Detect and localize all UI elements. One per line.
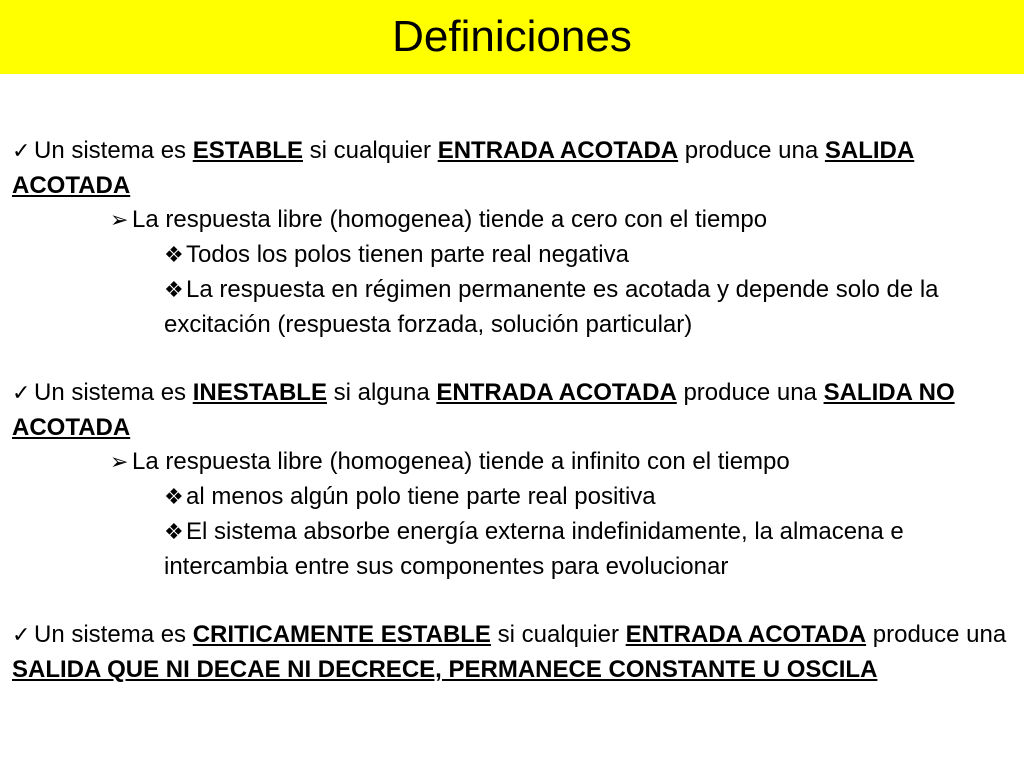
unstable-energy	[12, 515, 1016, 550]
definition-unstable	[12, 376, 1016, 411]
keyword-bounded-input: ENTRADA ACOTADA	[625, 621, 867, 648]
keyword-stable: ESTABLE	[192, 137, 303, 164]
keyword-unstable: INESTABLE	[192, 379, 327, 406]
text: La respuesta libre (homogenea) tiende a cero con el tiempo	[132, 206, 768, 233]
unstable-energy-cont	[12, 550, 1016, 584]
keyword-output-not: SALIDA NO	[823, 379, 955, 406]
stable-free-response	[12, 203, 1016, 238]
text: produce una	[678, 137, 825, 164]
checkmark-icon: ✓	[12, 139, 31, 164]
stable-poles	[12, 238, 1016, 273]
unstable-free-response	[12, 445, 1016, 480]
keyword-bounded-input: ENTRADA ACOTADA	[436, 379, 677, 406]
slide-title: Definiciones	[392, 12, 632, 61]
stable-steady-state	[12, 273, 1016, 308]
arrow-bullet-icon: ➢	[110, 208, 129, 233]
diamond-bullet-icon: ❖	[164, 243, 184, 268]
keyword-bounded: ACOTADA	[12, 414, 131, 441]
text: produce una	[676, 379, 824, 406]
text: si cualquier	[302, 137, 438, 164]
definition-critically-stable-cont	[12, 653, 1016, 687]
text: produce una	[866, 621, 1007, 648]
slide-content	[12, 134, 1016, 687]
keyword-output: SALIDA	[824, 137, 915, 164]
text: excitación (respuesta forzada, solución particular)	[164, 311, 693, 338]
definition-unstable-cont	[12, 411, 1016, 445]
stable-steady-state-cont	[12, 308, 1016, 342]
arrow-bullet-icon: ➢	[110, 450, 129, 475]
text: Todos los polos tienen parte real negativa	[186, 241, 629, 268]
keyword-output-constant-oscillates: SALIDA QUE NI DECAE NI DECRECE, PERMANECE CONSTANTE U OSCILA	[12, 656, 878, 683]
checkmark-icon: ✓	[12, 381, 31, 406]
text: El sistema absorbe energía externa indefinidamente, la almacena e	[186, 518, 904, 545]
definition-critically-stable	[12, 618, 1016, 653]
text: si cualquier	[490, 621, 626, 648]
checkmark-icon: ✓	[12, 623, 31, 648]
unstable-poles	[12, 480, 1016, 515]
text: La respuesta libre (homogenea) tiende a infinito con el tiempo	[132, 448, 790, 475]
text: Un sistema es	[34, 137, 193, 164]
text: al menos algún polo tiene parte real positiva	[186, 483, 656, 510]
text: La respuesta en régimen permanente es acotada y depende solo de la	[186, 276, 939, 303]
keyword-bounded-input: ENTRADA ACOTADA	[437, 137, 679, 164]
definition-stable-cont	[12, 169, 1016, 203]
text: Un sistema es	[34, 621, 193, 648]
diamond-bullet-icon: ❖	[164, 485, 184, 510]
text: si alguna	[326, 379, 437, 406]
text: intercambia entre sus componentes para evolucionar	[164, 553, 729, 580]
definition-stable	[12, 134, 1016, 169]
text: Un sistema es	[34, 379, 193, 406]
diamond-bullet-icon: ❖	[164, 520, 184, 545]
keyword-bounded: ACOTADA	[12, 172, 131, 199]
diamond-bullet-icon: ❖	[164, 278, 184, 303]
keyword-critically-stable: CRITICAMENTE ESTABLE	[192, 621, 491, 648]
